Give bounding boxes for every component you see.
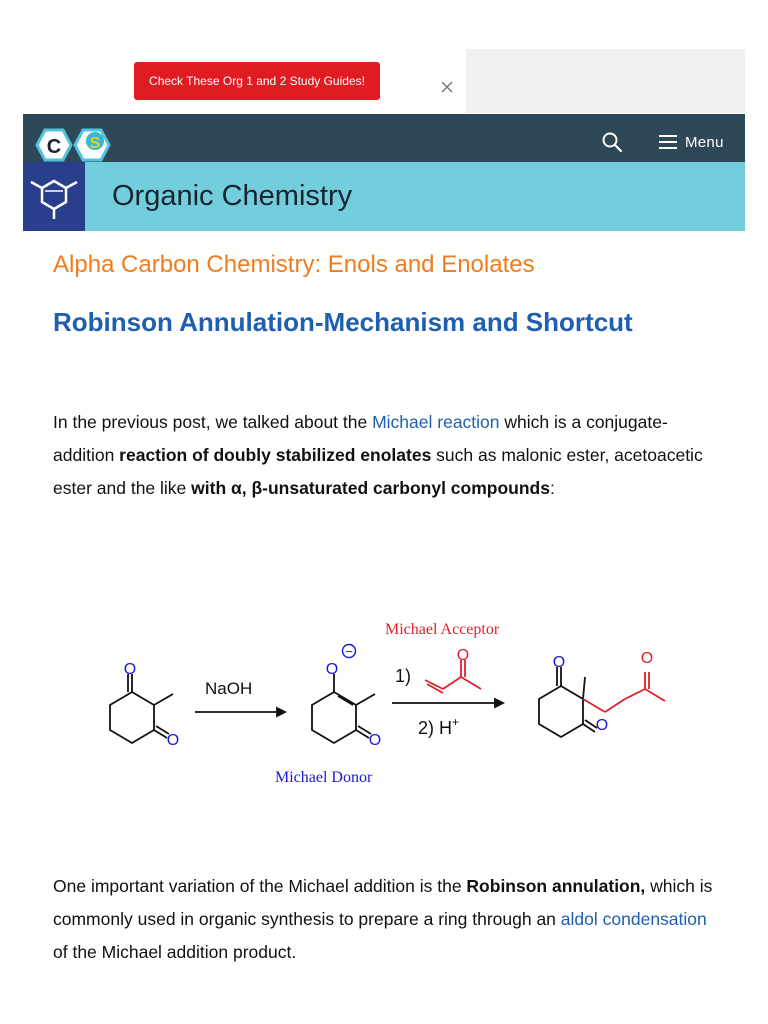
breadcrumb-category-link[interactable]: Alpha Carbon Chemistry: Enols and Enolates (53, 251, 535, 278)
atom-o: O (368, 732, 382, 749)
study-guides-ad-button[interactable]: Check These Org 1 and 2 Study Guides! (134, 62, 380, 100)
atom-o: O (456, 647, 470, 664)
text-span: such as malonic ester, acetoacetic ester and the like (53, 445, 703, 498)
search-icon[interactable] (601, 131, 623, 153)
aldol-condensation-link[interactable]: aldol condensation (560, 909, 707, 929)
text-span: of the Michael addition product. (53, 942, 297, 962)
site-navbar (23, 114, 745, 162)
menu-button[interactable] (659, 130, 724, 154)
text-span: In the previous post, we talked about the (53, 412, 373, 432)
atom-o: O (595, 717, 609, 734)
text-span: which is a conjugate-addition (53, 412, 668, 465)
michael-acceptor-label: Michael Acceptor (385, 621, 500, 638)
step-1-label: 1) (395, 666, 412, 686)
reagent-naoh: NaOH (205, 679, 253, 698)
site-logo[interactable] (33, 128, 123, 162)
logo-letter-c: C (46, 136, 62, 158)
ad-placeholder (466, 49, 745, 113)
michael-reaction-scheme (95, 612, 680, 792)
bold-span: Robinson annulation, (466, 876, 646, 896)
atom-o: O (325, 661, 339, 678)
text-span: which is commonly used in organic synthesis to prepare a ring through an (53, 876, 713, 929)
hamburger-icon (659, 135, 677, 149)
category-title[interactable]: Organic Chemistry (112, 180, 353, 212)
bold-span: with α, β-unsaturated carbonyl compounds (191, 478, 550, 498)
atom-o: O (123, 661, 137, 678)
menu-label: Menu (685, 133, 724, 151)
text-span: One important variation of the Michael addition is the (53, 876, 467, 896)
page-title: Robinson Annulation-Mechanism and Shortcut (53, 307, 633, 337)
text-span: : (549, 478, 555, 498)
charge-sign: − (345, 644, 353, 659)
michael-reaction-link[interactable]: Michael reaction (372, 412, 500, 432)
bold-span: reaction of doubly stabilized enolates (119, 445, 432, 465)
molecule-icon (23, 162, 85, 231)
atom-o: O (166, 732, 180, 749)
intro-paragraph (53, 406, 723, 505)
category-icon-box (23, 162, 85, 231)
category-banner (23, 162, 745, 231)
close-icon[interactable] (438, 78, 456, 96)
robinson-paragraph (53, 870, 723, 969)
atom-o: O (552, 654, 566, 671)
michael-donor-label: Michael Donor (275, 769, 373, 786)
step-2-label: 2) H+ (418, 715, 460, 738)
atom-o: O (640, 650, 654, 667)
logo-letter-s: S (89, 135, 101, 152)
